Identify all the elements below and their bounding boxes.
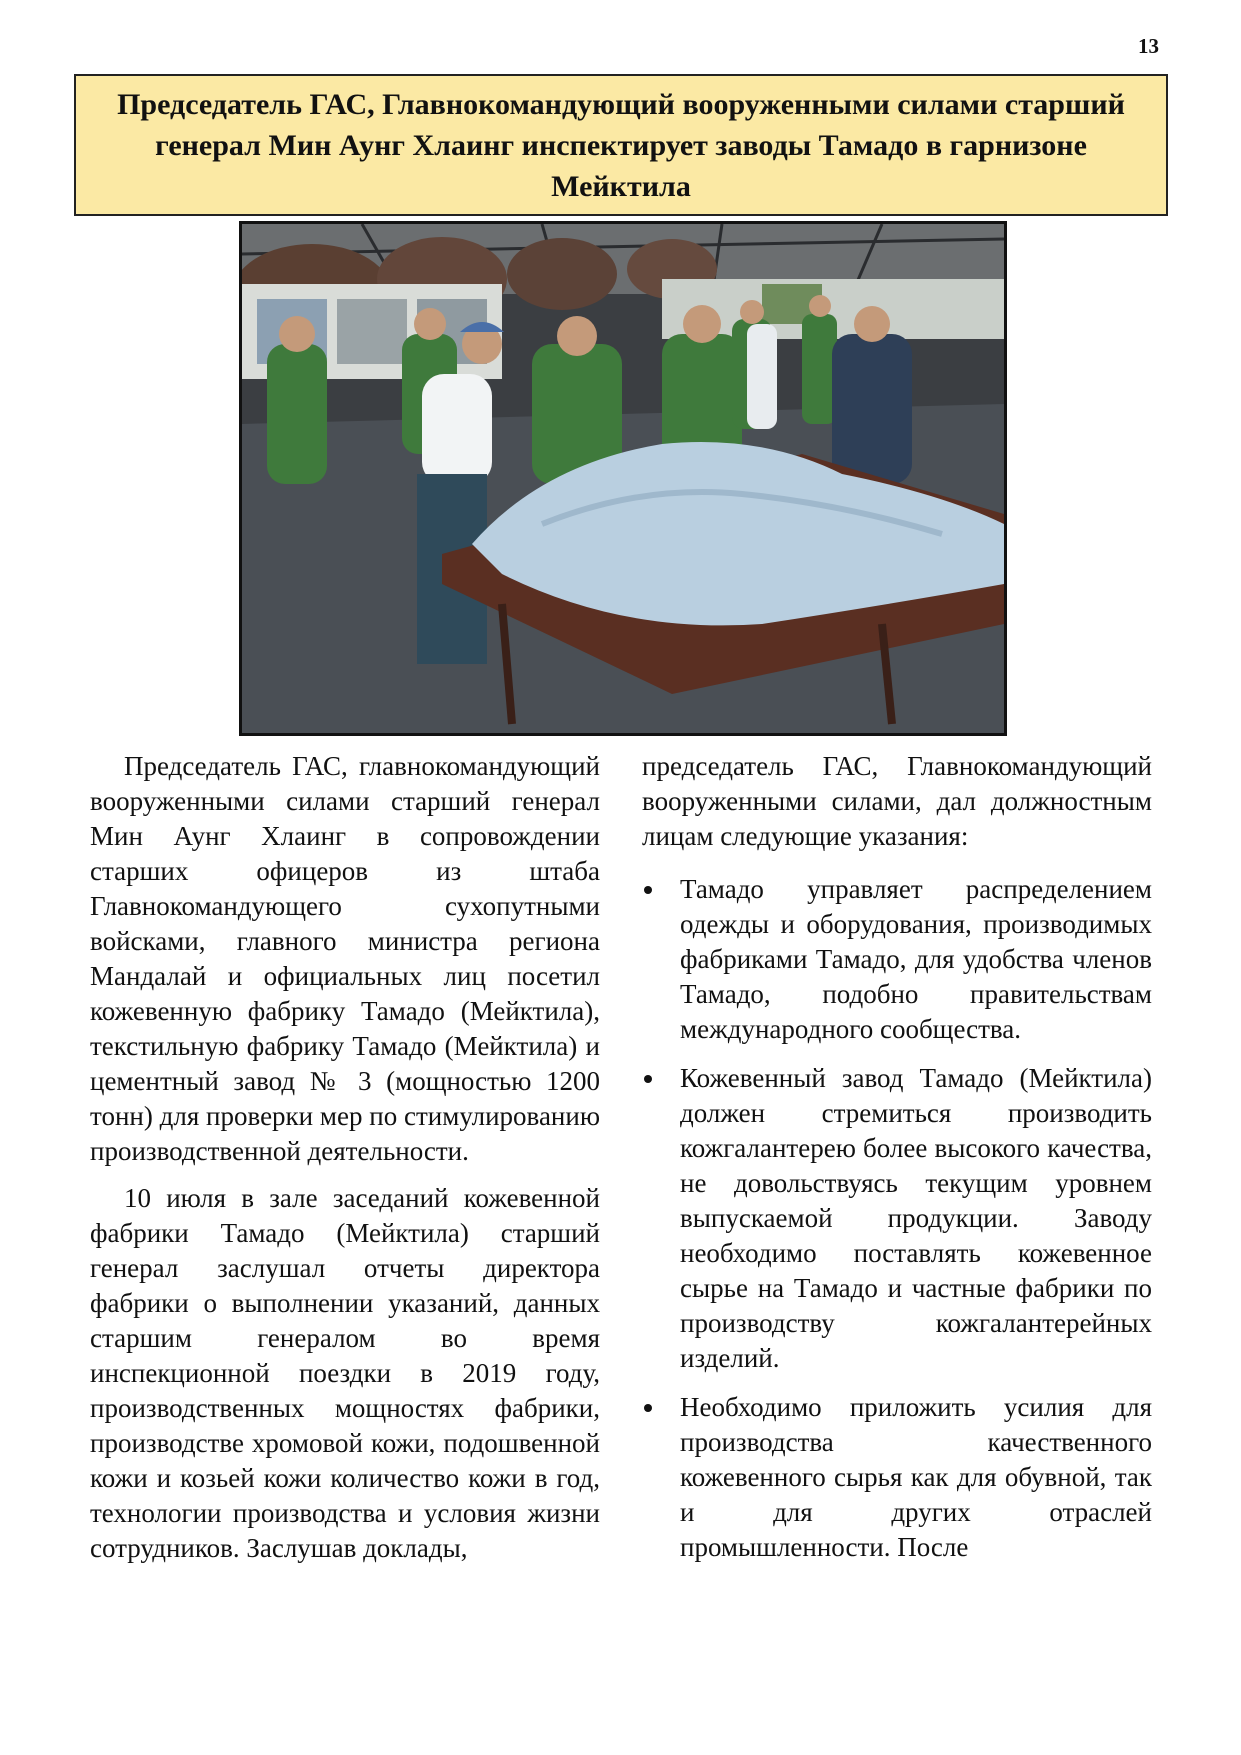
- list-item-text: Тамадо управляет распределением одежды и оборудования, производимых фабриками Тамадо, для удобства членов Тамадо, подобно правительствам международного сообщества.: [680, 874, 1152, 1044]
- article-paragraph: Председатель ГАС, главнокомандующий вооруженными силами старший генерал Мин Аунг Хлаинг в сопровождении старших офицеров из штаба Главнокомандующего сухопутными войсками, главного министра региона Мандалай и официальных лиц посетил кожевенную фабрику Тамадо (Мейктила), текстильную фабрику Тамадо (Мейктила) и цементный завод № 3 (мощностью 1200 тонн) для проверки мер по стимулированию производственной деятельности.: [90, 751, 600, 1166]
- headline-box: [74, 74, 1168, 216]
- news-photo: [239, 221, 1007, 736]
- page-number: 13: [1138, 34, 1159, 58]
- instructions-lead: председатель ГАС, Главнокомандующий вооруженными силами, дал должностным лицам следующие указания:: [642, 751, 1152, 851]
- article-paragraph: 10 июля в зале заседаний кожевенной фабрики Тамадо (Мейктила) старший генерал заслушал отчеты директора фабрики о выполнении указаний, данных старшим генералом во время инспекционной поездки в 2019 году, производственных мощностях фабрики, производстве хромовой кожи, подошвенной кожи и козьей кожи количество кожи в год, технологии производства и условия жизни сотрудников. Заслушав доклады,: [90, 1183, 600, 1563]
- right-column: [642, 749, 1152, 1579]
- list-item: [642, 1390, 1152, 1565]
- bullet-icon: [644, 1075, 652, 1083]
- left-column: [90, 749, 600, 1578]
- bullet-icon: [644, 1404, 652, 1412]
- list-item: [642, 1061, 1152, 1376]
- photo-leather-inspection-icon: [242, 224, 1004, 733]
- list-item: [642, 872, 1152, 1047]
- headline: Председатель ГАС, Главнокомандующий вооруженными силами старший генерал Мин Аунг Хлаинг инспектирует заводы Тамадо в гарнизоне Мейктила: [117, 87, 1125, 203]
- list-item-text: Необходимо приложить усилия для производства качественного кожевенного сырья как для обувной, так и для других отраслей промышленности. После: [680, 1392, 1152, 1562]
- bullet-icon: [644, 886, 652, 894]
- list-item-text: Кожевенный завод Тамадо (Мейктила) должен стремиться производить кожгалантерею более высокого качества, не довольствуясь текущим уровнем выпускаемой продукции. Заводу необходимо поставлять кожевенное сырье на Тамадо и частные фабрики по производству кожгалантерейных изделий.: [680, 1063, 1152, 1373]
- instructions-list: [642, 872, 1152, 1565]
